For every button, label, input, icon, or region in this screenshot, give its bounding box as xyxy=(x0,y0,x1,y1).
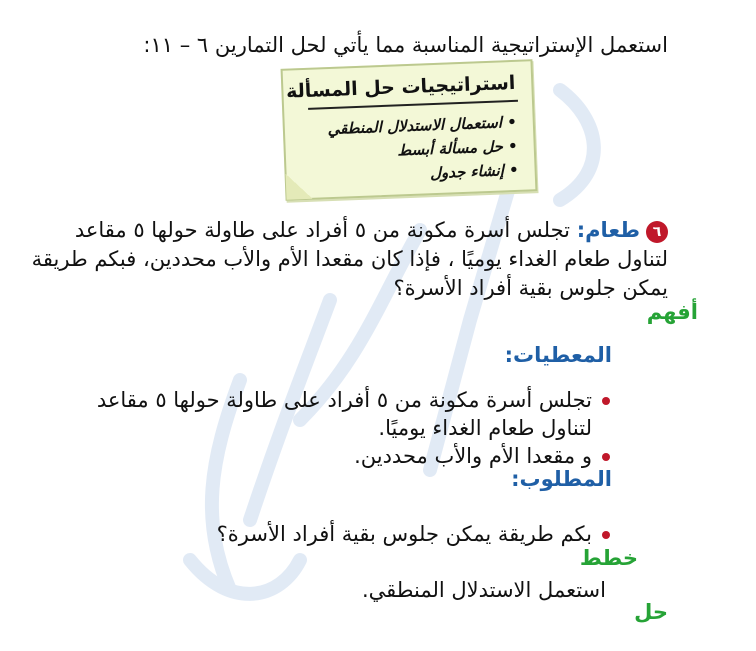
note-curl xyxy=(286,173,313,200)
required-heading: المطلوب: xyxy=(511,467,612,491)
strategy-item: • استعمال الاستدلال المنطقي xyxy=(327,110,517,141)
strategy-list xyxy=(327,110,519,189)
understand-heading: أفهم xyxy=(646,300,698,324)
required-list xyxy=(92,520,612,548)
plan-heading: خطط xyxy=(579,546,638,570)
note-title-underline xyxy=(308,100,518,110)
given-heading: المعطيات: xyxy=(504,343,612,367)
plan-text: استعمل الاستدلال المنطقي. xyxy=(361,578,606,602)
exercise-instructions: استعمل الإستراتيجية المناسبة مما يأتي لحل التمارين ٦ – ١١: xyxy=(143,33,668,57)
given-list xyxy=(42,386,612,470)
problem-number-badge: ٦ xyxy=(646,221,668,243)
note-title: استراتيجيات حل المسألة xyxy=(285,71,516,103)
problem-label: طعام: xyxy=(576,218,640,242)
given-item: تجلس أسرة مكونة من ٥ أفراد على طاولة حولها ٥ مقاعد لتناول طعام الغداء يوميًا. xyxy=(42,386,612,442)
given-item: و مقعدا الأم والأب محددين. xyxy=(42,442,612,470)
problem-statement xyxy=(28,216,668,303)
strategy-item: • حل مسألة أبسط xyxy=(328,134,518,165)
problem-text: تجلس أسرة مكونة من ٥ أفراد على طاولة حولها ٥ مقاعد لتناول طعام الغداء يوميًا ، فإذا كان مقعدا الأم والأب محددين، فبكم طريقة يمكن جلوس بقية أفراد الأسرة؟ xyxy=(31,218,668,300)
solve-heading: حل xyxy=(634,600,668,624)
strategies-sticky-note xyxy=(281,59,538,201)
required-item: بكم طريقة يمكن جلوس بقية أفراد الأسرة؟ xyxy=(92,520,612,548)
strategy-item: • إنشاء جدول xyxy=(329,158,519,189)
